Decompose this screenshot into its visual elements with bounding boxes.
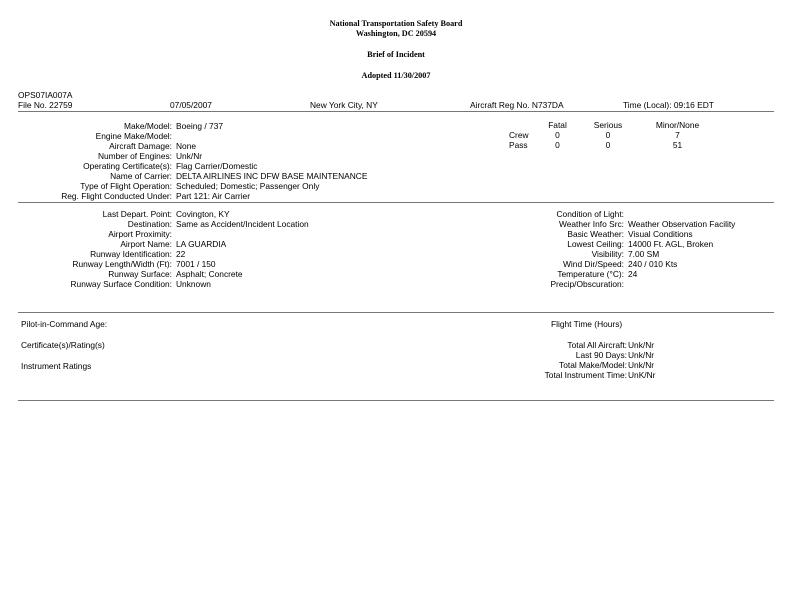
agency-name: National Transportation Safety Board — [329, 19, 463, 28]
aircraft-field-value: DELTA AIRLINES INC DFW BASE MAINTENANCE — [176, 171, 368, 181]
flight-field-label: Destination: — [127, 219, 172, 229]
weather-field-value: Weather Observation Facility — [628, 219, 736, 229]
event-date: 07/05/2007 — [170, 100, 212, 110]
flight-field-value: 7001 / 150 — [176, 259, 216, 269]
aircraft-field-value: Flag Carrier/Domestic — [176, 161, 258, 171]
injury-cell: 0 — [605, 130, 611, 140]
injury-cell: 0 — [605, 140, 611, 150]
weather-field-label: Temperature (°C): — [557, 269, 624, 279]
injury-cell: 51 — [672, 140, 683, 150]
injury-cell: 0 — [555, 140, 560, 150]
flight-field-label: Airport Name: — [120, 239, 172, 249]
aircraft-field-label: Operating Certificate(s): — [83, 161, 172, 171]
flight-time-field-label: Total Make/Model: — [559, 360, 627, 370]
weather-field-value: 7.00 SM — [628, 249, 660, 259]
document-title: Brief of Incident — [367, 50, 425, 59]
flight-time-field-value: Unk/Nr — [628, 360, 655, 370]
flight-time-title: Flight Time (Hours) — [551, 319, 623, 329]
aircraft-field-value: Unk/Nr — [176, 151, 203, 161]
weather-field-value: Visual Conditions — [628, 229, 693, 239]
divider-line — [18, 202, 774, 203]
aircraft-reg-no: Aircraft Reg No. N737DA — [470, 100, 564, 110]
case-id: OPS07IA007A — [18, 90, 73, 100]
weather-field-value: 14000 Ft. AGL, Broken — [628, 239, 714, 249]
flight-time-field-label: Total Instrument Time: — [544, 370, 627, 380]
file-number: File No. 22759 — [18, 100, 73, 110]
divider-line — [18, 111, 774, 112]
aircraft-field-label: Make/Model: — [124, 121, 172, 131]
flight-field-label: Last Depart. Point: — [102, 209, 172, 219]
injury-row-label: Pass — [509, 140, 528, 150]
flight-field-value: Covington, KY — [176, 209, 230, 219]
weather-field-label: Condition of Light: — [556, 209, 624, 219]
pilot-certificate-label: Certificate(s)/Rating(s) — [21, 340, 105, 350]
flight-field-label: Runway Surface: — [108, 269, 172, 279]
flight-time-field-label: Total All Aircraft: — [567, 340, 627, 350]
aircraft-field-value: None — [176, 141, 197, 151]
weather-field-label: Visibility: — [591, 249, 624, 259]
flight-field-value: LA GUARDIA — [176, 239, 227, 249]
flight-field-value: Same as Accident/Incident Location — [176, 219, 309, 229]
flight-time-field-value: Unk/Nr — [628, 340, 655, 350]
weather-field-label: Basic Weather: — [567, 229, 624, 239]
flight-time-field-value: UnK/Nr — [628, 370, 656, 380]
injury-header-serious: Serious — [593, 120, 623, 130]
event-location: New York City, NY — [310, 100, 378, 110]
flight-time-field-value: Unk/Nr — [628, 350, 655, 360]
agency-address: Washington, DC 20594 — [355, 29, 437, 38]
aircraft-field-label: Type of Flight Operation: — [80, 181, 172, 191]
adopted-date: Adopted 11/30/2007 — [361, 71, 431, 80]
weather-field-label: Lowest Ceiling: — [567, 239, 624, 249]
weather-field-label: Wind Dir/Speed: — [563, 259, 624, 269]
local-time: Time (Local): 09:16 EDT — [623, 100, 714, 110]
flight-field-label: Airport Proximity: — [108, 229, 172, 239]
injury-header-fatal: Fatal — [548, 120, 567, 130]
aircraft-field-label: Number of Engines: — [97, 151, 172, 161]
pilot-age-label: Pilot-in-Command Age: — [21, 319, 108, 329]
aircraft-field-value: Scheduled; Domestic; Passenger Only — [176, 181, 320, 191]
aircraft-field-value: Boeing / 737 — [176, 121, 224, 131]
weather-field-value: 240 / 010 Kts — [628, 259, 678, 269]
injury-cell: 0 — [555, 130, 560, 140]
flight-field-value: Asphalt; Concrete — [176, 269, 243, 279]
divider-line — [18, 400, 774, 401]
aircraft-field-value: Part 121: Air Carrier — [176, 191, 251, 201]
aircraft-field-label: Aircraft Damage: — [109, 141, 172, 151]
weather-field-label: Precip/Obscuration: — [550, 279, 624, 289]
injury-row-label: Crew — [509, 130, 529, 140]
weather-field-label: Weather Info Src: — [558, 219, 624, 229]
flight-field-label: Runway Length/Width (Ft): — [72, 259, 172, 269]
aircraft-field-label: Engine Make/Model: — [95, 131, 172, 141]
flight-field-value: Unknown — [176, 279, 211, 289]
flight-field-label: Runway Identification: — [90, 249, 172, 259]
injury-header-minor: Minor/None — [655, 120, 700, 130]
aircraft-field-label: Name of Carrier: — [110, 171, 172, 181]
flight-field-value: 22 — [176, 249, 186, 259]
aircraft-field-label: Reg. Flight Conducted Under: — [61, 191, 172, 201]
flight-field-label: Runway Surface Condition: — [70, 279, 172, 289]
injury-cell: 7 — [675, 130, 680, 140]
flight-time-field-label: Last 90 Days: — [575, 350, 627, 360]
instrument-ratings-label: Instrument Ratings — [21, 361, 92, 371]
divider-line — [18, 312, 774, 313]
weather-field-value: 24 — [628, 269, 638, 279]
